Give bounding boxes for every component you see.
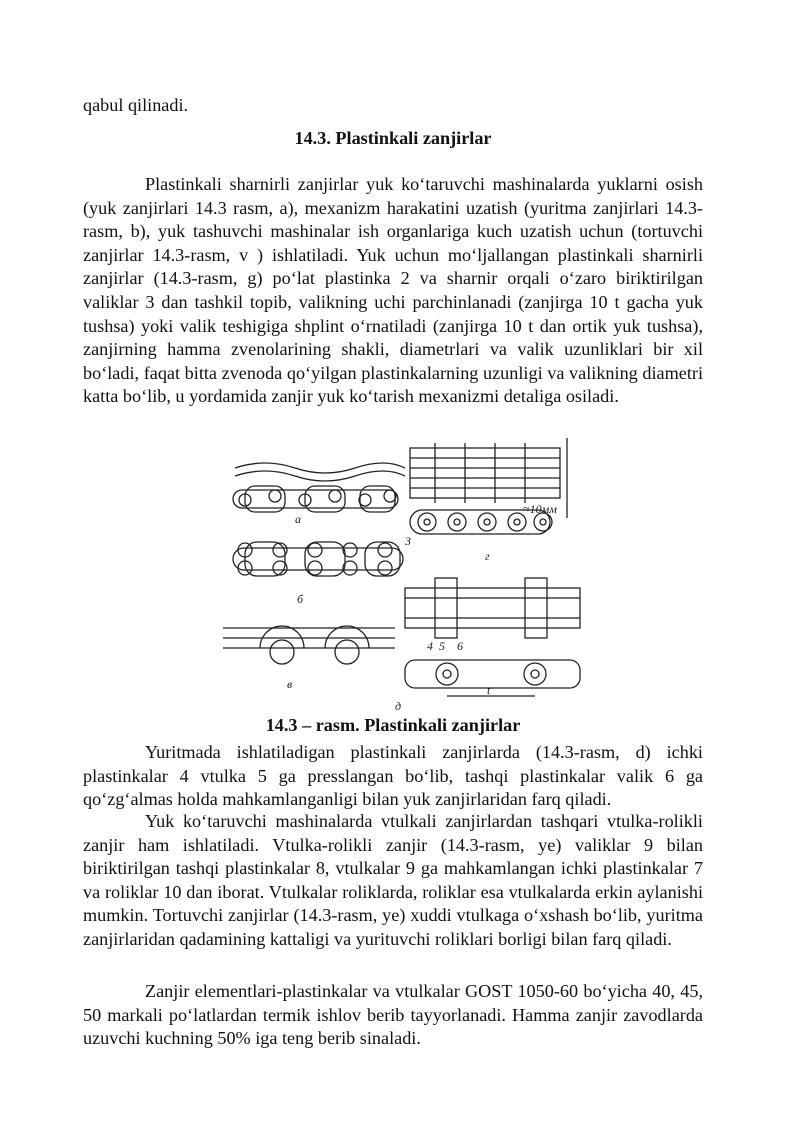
figure-caption: 14.3 – rasm. Plastinkali zanjirlar [265, 715, 521, 735]
chain-b-drawing [233, 542, 403, 576]
chain-a-drawing [233, 463, 405, 512]
label-6: 6 [457, 639, 463, 653]
section-title: 14.3. Plastinkali zanjirlar [294, 128, 492, 148]
chain-d-drawing [405, 578, 580, 696]
label-dim: ≈10мм [523, 502, 557, 516]
chain-v-drawing [223, 626, 395, 664]
label-3: 3 [405, 534, 411, 548]
label-v: в [287, 677, 293, 691]
paragraph-1: Plastinkali sharnirli zanjirlar yuk ko‘taruvchi mashinalarda yuklarni osish (yuk zanjirlari 14.3 rasm, a), mexanizm harakatini uzatish (yuritma zanjirlari 14.3- rasm, b), yuk tashuvchi mashinalar ish organlariga kuch uzatish uchun (tortuvchi zanjirlar 14.3-rasm, v ) ishlatiladi. Yuk uchun mo‘ljallangan plastinkali sharnirli zanjirlar (14.3-rasm, g) po‘lat plastinka 2 va sharnir orqali o‘zaro biriktirilgan valiklar 3 dan tashkil topib, valikning uchi parchinlanadi (zanjirga 10 t gacha yuk tushsa) yoki valik teshigiga shplint o‘rnatiladi (zanjirga 10 t dan ortik yuk tushsa), zanjirning hamma zvenolarining shakli, diametrlari va valik uzunliklari bir xil bo‘ladi, faqat bitta zvenoda qo‘yilgan plastinkalarning uzunligi va valikning diametri katta bo‘lib, u yordamida zanjir yuk ko‘tarish mexanizmi detaliga osiladi. [83, 174, 703, 407]
label-4: 4 [427, 639, 433, 653]
label-g: г [485, 549, 490, 563]
paragraph-2: Yuritmada ishlatiladigan plastinkali zanjirlarda (14.3-rasm, d) ichki plastinkalar 4 vtulka 5 ga presslangan bo‘lib, tashqi plastinkalar valik 6 ga qo‘zg‘almas holda mahkamlanganligi bilan yuk zanjirlaridan farq qiladi. [83, 742, 703, 810]
label-a: а [295, 512, 301, 526]
label-d: д [395, 699, 402, 713]
intro-line: qabul qilinadi. [83, 95, 189, 115]
chain-figure [205, 438, 595, 713]
label-b: б [297, 592, 304, 606]
chain-g-drawing [410, 438, 567, 534]
label-t: t [487, 683, 491, 697]
label-5: 5 [439, 639, 445, 653]
paragraph-4: Zanjir elementlari-plastinkalar va vtulkalar GOST 1050-60 bo‘yicha 40, 45, 50 markali po‘latlardan termik ishlov berib tayyorlanadi. Hamma zanjir zavodlarda uzuvchi kuchning 50% iga teng berib sinaladi. [83, 981, 703, 1049]
paragraph-3: Yuk ko‘taruvchi mashinalarda vtulkali zanjirlardan tashqari vtulka-rolikli zanjir ham ishlatiladi. Vtulka-rolikli zanjir (14.3-rasm, ye) valiklar 9 bilan biriktirilgan tashqi plastinkalar 8, vtulkalar 9 ga mahkamlangan ichki plastinkalar 7 va roliklar 10 dan iborat. Vtulkalar roliklarda, roliklar esa vtulkalarda erkin aylanishi mumkin. Tortuvchi zanjirlar (14.3-rasm, ye) xuddi vtulkaga o‘xshash bo‘lib, yuritma zanjirlaridan qadamining kattaligi va yurituvchi roliklari borligi bilan farq qiladi. [83, 811, 703, 949]
